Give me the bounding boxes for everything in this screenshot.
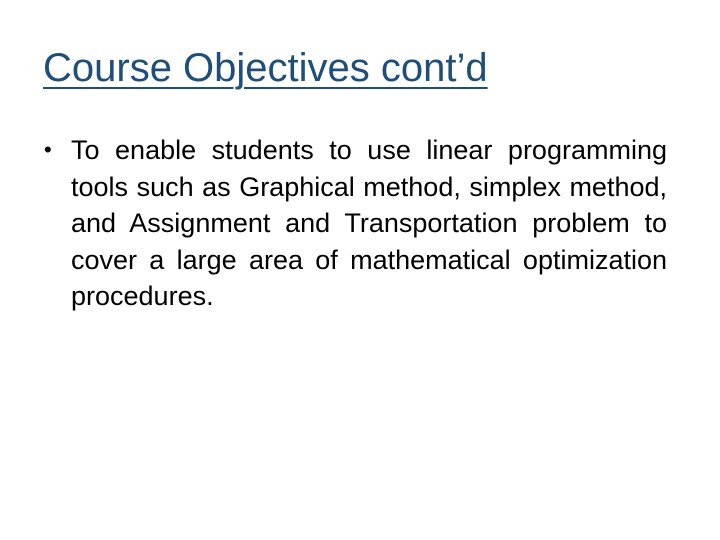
bullet-item: [44, 132, 667, 315]
bullet-list: [44, 132, 667, 315]
bullet-dot-icon: •: [44, 137, 52, 162]
slide-title: Course Objectives cont’d: [43, 46, 488, 90]
bullet-text: To enable students to use linear programming tools such as Graphical method, simplex method, and Assignment and Transportation problem to cover a large area of mathematical optimization procedures.: [71, 135, 667, 311]
